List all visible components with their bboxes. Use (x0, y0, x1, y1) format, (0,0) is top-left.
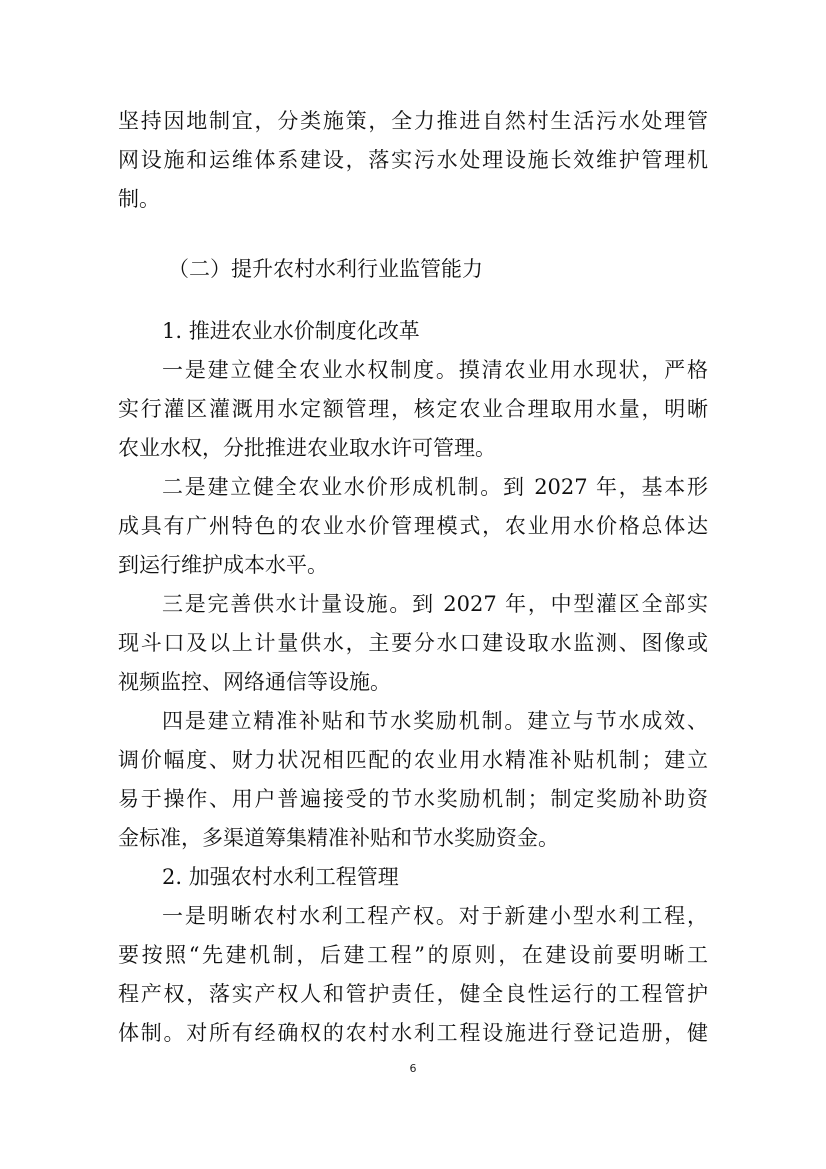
paragraph-metering-facilities (118, 585, 708, 702)
paragraph-property-rights (118, 897, 708, 1053)
text-line: 到运行维护成本水平。 (118, 553, 328, 577)
paragraph-subsidy-reward (118, 702, 708, 858)
page-number: 6 (409, 1062, 417, 1075)
text-line: 体制。对所有经确权的农村水利工程设施进行登记造册，健 (118, 1021, 708, 1045)
paragraph-water-rights (118, 351, 708, 468)
text-line: 程产权，落实产权人和管护责任，健全良性运行的工程管护 (118, 982, 708, 1006)
text-line: 四是建立精准补贴和节水奖励机制。建立与节水成效、 (162, 709, 708, 733)
paragraph-sewage-facilities (118, 102, 708, 219)
text-line: 网设施和运维体系建设，落实污水处理设施长效维护管理机 (118, 148, 708, 172)
spacer (118, 289, 708, 312)
text-line: 农业水权，分批推进农业取水许可管理。 (118, 436, 496, 460)
text-line: 坚持因地制宜，分类施策，全力推进自然村生活污水处理管 (118, 109, 708, 133)
text-line: 金标准，多渠道筹集精准补贴和节水奖励资金。 (118, 826, 559, 850)
text-line: 制。 (118, 187, 160, 211)
section-heading-supervision: （二）提升农村水利行业监管能力 (168, 257, 483, 281)
text-line: 要按照“先建机制，后建工程”的原则，在建设前要明晰工 (118, 943, 708, 967)
spacer (118, 219, 708, 250)
subsection-heading-project-management: 2. 加强农村水利工程管理 (162, 865, 399, 889)
text-line: 三是完善供水计量设施。到 2027 年，中型灌区全部实 (162, 592, 708, 616)
text-line: 易于操作、用户普遍接受的节水奖励机制；制定奖励补助资 (118, 787, 708, 811)
text-line: 成具有广州特色的农业水价管理模式，农业用水价格总体达 (118, 514, 708, 538)
paragraph-water-price-mechanism (118, 468, 708, 585)
document-body (118, 102, 708, 1053)
text-line: 调价幅度、财力状况相匹配的农业用水精准补贴机制；建立 (118, 748, 708, 772)
text-line: 实行灌区灌溉用水定额管理，核定农业合理取用水量，明晰 (118, 397, 708, 421)
text-line: 视频监控、网络通信等设施。 (118, 670, 391, 694)
text-line: 一是建立健全农业水权制度。摸清农业用水现状，严格 (162, 358, 708, 382)
subsection-heading-water-price-reform: 1. 推进农业水价制度化改革 (162, 319, 420, 343)
text-line: 二是建立健全农业水价形成机制。到 2027 年，基本形 (162, 475, 708, 499)
text-line: 一是明晰农村水利工程产权。对于新建小型水利工程， (162, 904, 708, 928)
text-line: 现斗口及以上计量供水，主要分水口建设取水监测、图像或 (118, 631, 708, 655)
